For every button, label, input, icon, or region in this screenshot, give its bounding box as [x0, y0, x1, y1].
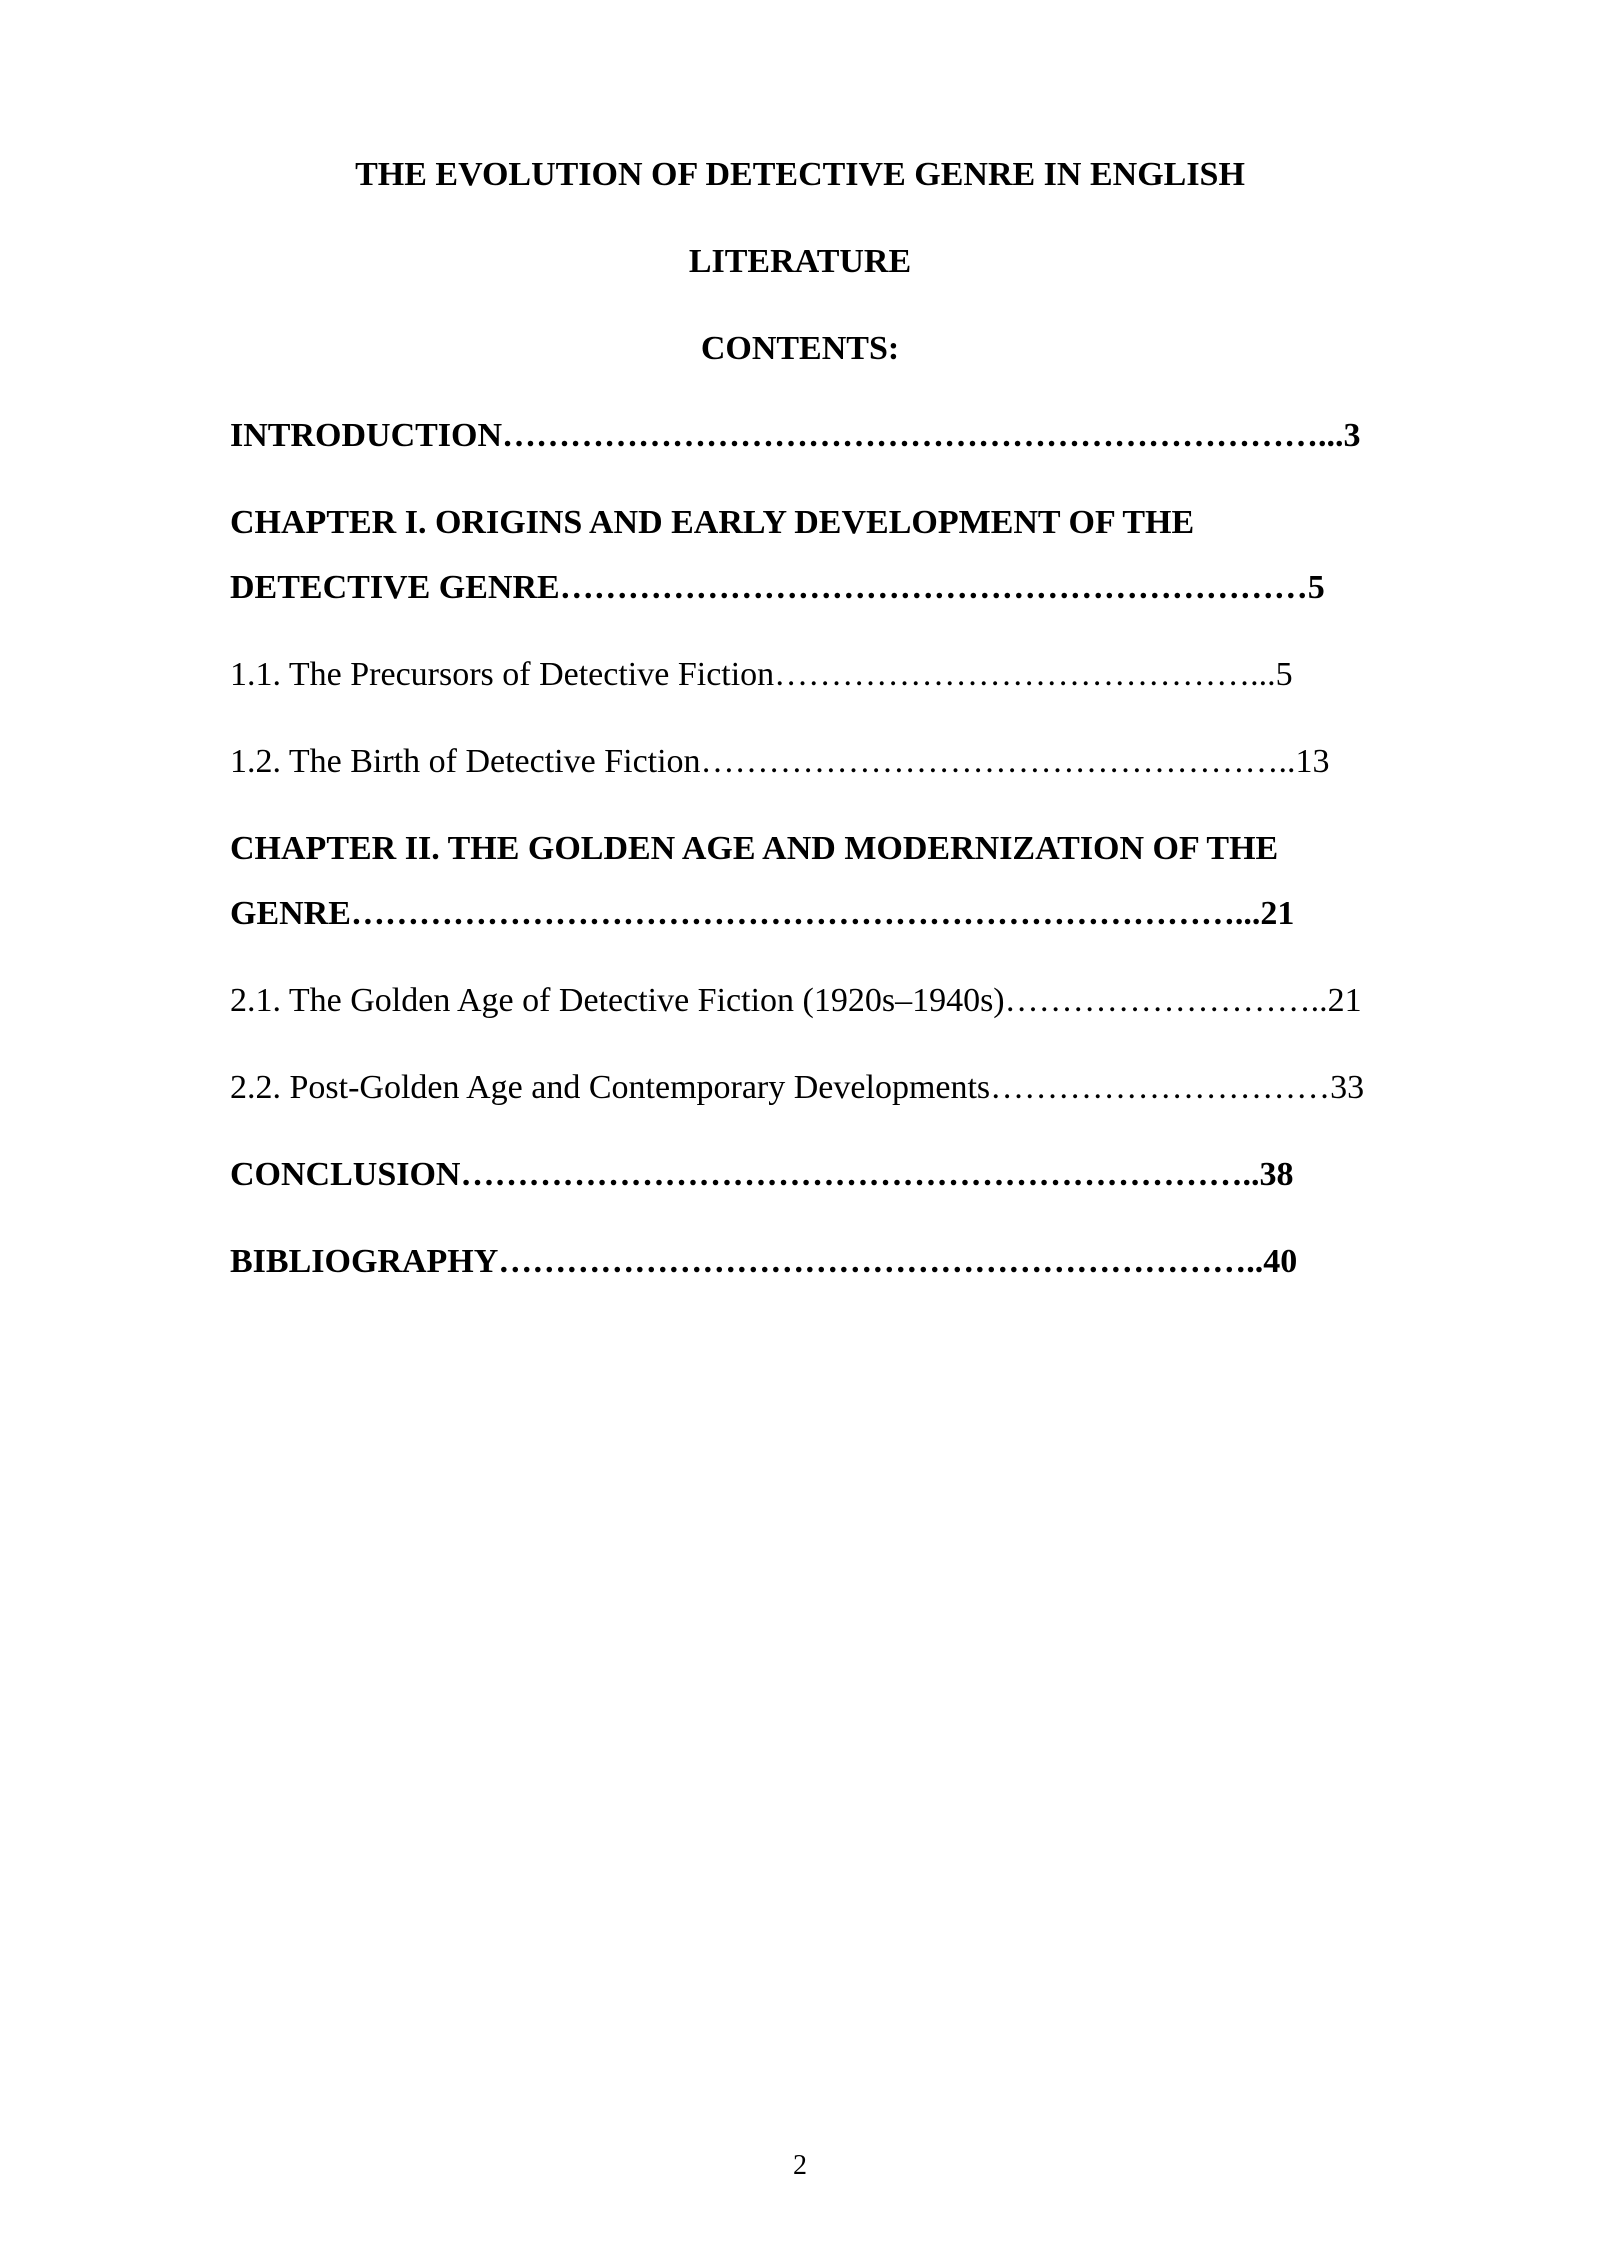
toc-entry-chapter-1-line-2: DETECTIVE GENRE…………………………………………………………5 [230, 569, 1325, 606]
toc-entry-bibliography: BIBLIOGRAPHY…………………………………………………………..40 [230, 1243, 1298, 1280]
contents-heading: CONTENTS: [700, 330, 900, 367]
toc-entry-section-2-2: 2.2. Post-Golden Age and Contemporary Developments…………………………33 [230, 1069, 1365, 1106]
toc-entry-section-2-1: 2.1. The Golden Age of Detective Fiction (1920s–1940s)………………………..21 [230, 982, 1362, 1019]
toc-entry-introduction: INTRODUCTION………………………………………………………………...3 [230, 417, 1361, 454]
toc-entry-chapter-2-line-1: CHAPTER II. THE GOLDEN AGE AND MODERNIZATION OF THE [230, 830, 1279, 867]
toc-entry-section-1-1: 1.1. The Precursors of Detective Fiction……………………………………...5 [230, 656, 1293, 693]
page-number: 2 [793, 2150, 807, 2181]
toc-entry-chapter-1-line-1: CHAPTER I. ORIGINS AND EARLY DEVELOPMENT OF THE [230, 504, 1195, 541]
document-title-line-1: THE EVOLUTION OF DETECTIVE GENRE IN ENGLISH [355, 156, 1245, 193]
toc-entry-section-1-2: 1.2. The Birth of Detective Fiction……………………………………………..13 [230, 743, 1330, 780]
toc-entry-chapter-2-line-2: GENRE……………………………………………………………………...21 [230, 895, 1295, 932]
document-title-line-2: LITERATURE [688, 243, 912, 280]
toc-entry-conclusion: CONCLUSION……………………………………………………………..38 [230, 1156, 1294, 1193]
